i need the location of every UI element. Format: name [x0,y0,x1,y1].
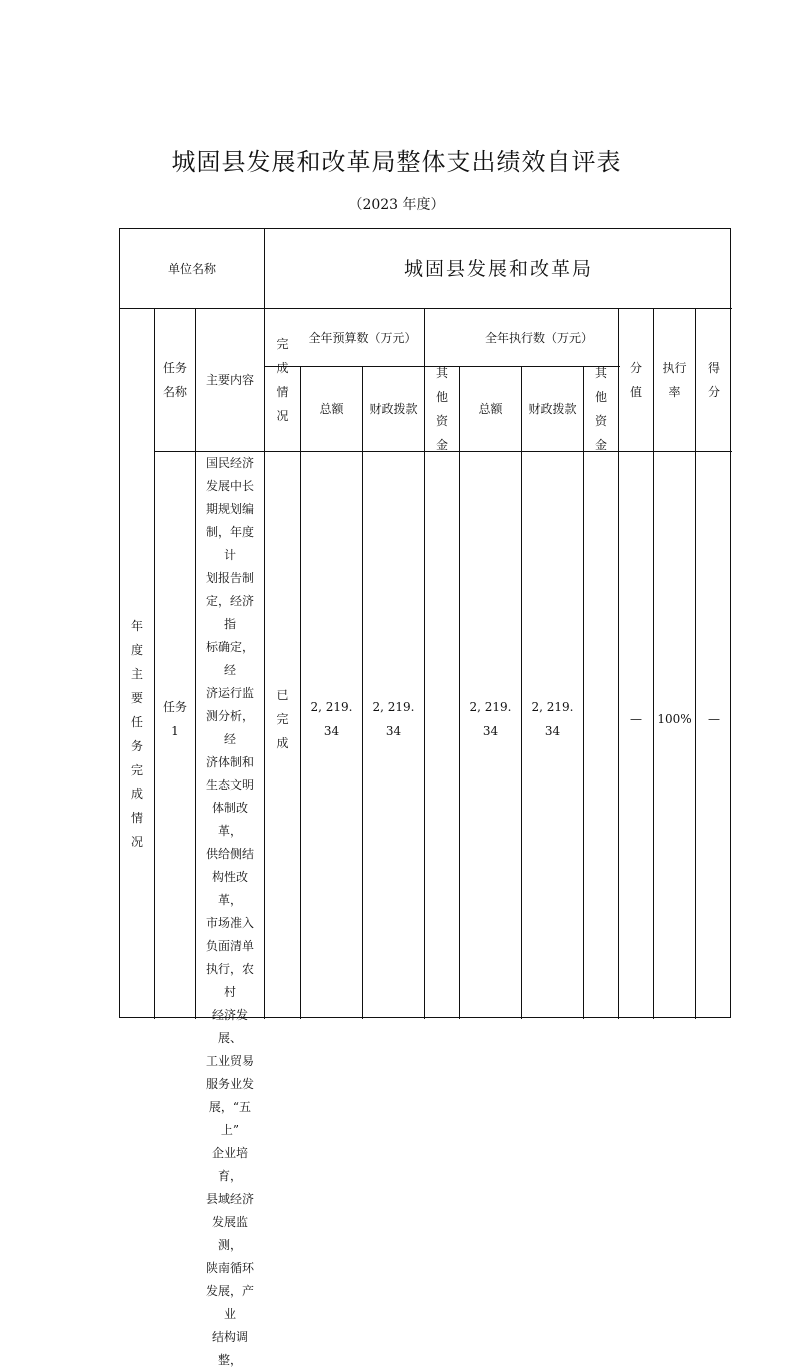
content-line: 体制改革， [211,801,248,838]
content-line: 发展监测， [211,1215,248,1252]
content-line: 国民经济 [205,456,254,470]
content-line: 定，经济指 [205,594,254,631]
row1-content [196,452,264,1367]
row1-budget-total: 2, 219. 34 [310,699,353,738]
header-budget-other: 其 他 资 金 [435,366,448,452]
content-line: 标确定，经 [205,640,254,677]
content-line: 发展中长 [205,479,254,493]
content-line: 济运行监 [205,686,254,700]
row1-score-value: — [630,711,642,726]
row1-exec-total: 2, 219. 34 [469,699,512,738]
header-main-content: 主要内容 [205,373,254,387]
header-exec-other: 其 他 资 金 [594,366,607,452]
row1-budget-fiscal: 2, 219. 34 [372,699,415,738]
content-line: 陕南循环 [205,1261,254,1275]
content-line: 企业培育， [211,1146,248,1183]
header-exec-total: 总额 [478,402,503,416]
content-line: 执行，农村 [205,962,254,999]
content-line: 供给侧结 [205,847,254,861]
content-line: 生态文明 [205,778,254,792]
header-exec-group: 全年执行数（万元） [484,330,593,345]
row1-score: — [708,711,720,726]
content-line: 负面清单 [205,939,254,953]
header-score: 得 分 [707,361,720,399]
content-line: 县域经济 [205,1192,254,1206]
header-budget-fiscal: 财政拨款 [369,402,418,416]
section-label: 年 度 主 要 任 务 完 成 情 况 [130,619,143,849]
content-line: 市场准入 [205,916,254,930]
content-line: 经济发展、 [211,1008,248,1045]
row1-completion: 已 完 成 [276,687,289,750]
header-exec-fiscal: 财政拨款 [528,402,577,416]
header-task-name: 任务 名称 [162,361,187,399]
row1-task: 任务 1 [162,699,187,738]
row1-exec-fiscal: 2, 219. 34 [531,699,574,738]
row1-exec-rate: 100% [657,711,692,726]
content-line: 结构调整， [211,1330,248,1367]
content-line: 发展，产业 [205,1284,254,1321]
unit-label: 单位名称 [167,261,216,276]
content-line: 制，年度计 [205,525,254,562]
content-line: 构性改革， [211,870,248,907]
header-budget-group: 全年预算数（万元） [308,330,417,345]
row1-budget-other [425,452,459,1019]
content-line: 工业贸易 [205,1054,254,1068]
evaluation-table [119,228,731,1367]
header-budget-total: 总额 [319,402,344,416]
content-line: 划报告制 [205,571,254,585]
content-line: 展，“五上” [208,1100,252,1137]
unit-name: 城固县发展和改革局 [403,257,593,280]
year-subtitle: （2023 年度） [348,197,445,213]
page-title: 城固县发展和改革局整体支出绩效自评表 [171,148,622,176]
header-score-value: 分 值 [629,361,642,399]
header-completion: 完 成 情 况 [276,337,289,423]
row1-exec-other [584,452,618,1019]
content-line: 济体制和 [205,755,254,769]
content-line: 期规划编 [205,502,254,516]
header-exec-rate: 执行 率 [662,361,687,399]
content-line: 服务业发 [205,1077,254,1091]
content-line: 测分析，经 [205,709,254,746]
